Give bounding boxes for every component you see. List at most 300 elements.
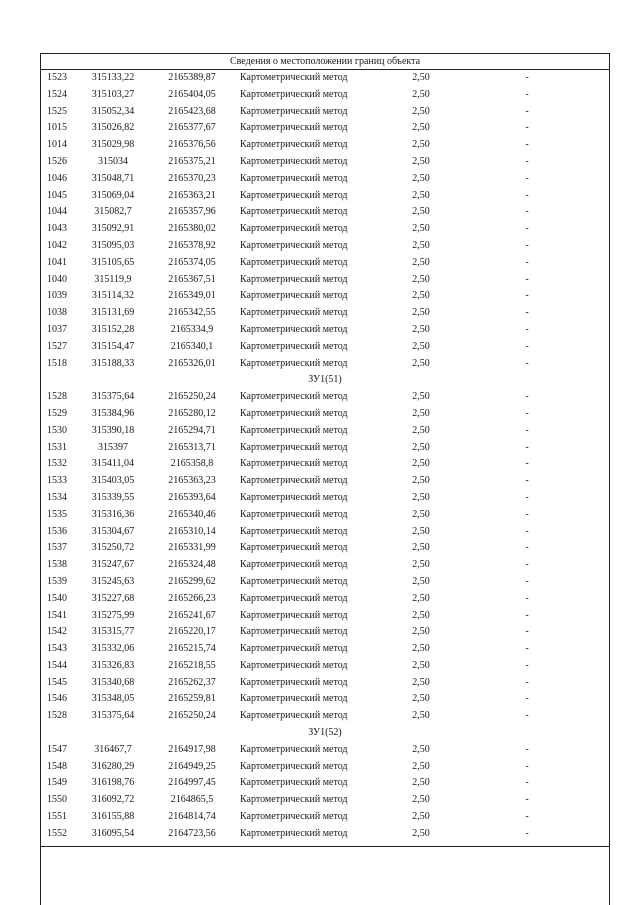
point-number-cell: 1551 — [47, 811, 67, 823]
empty-mark-cell: - — [525, 273, 529, 285]
error-value-cell: 2,50 — [412, 155, 430, 167]
table-row — [41, 70, 609, 87]
method-cell: Картометрический метод — [240, 525, 348, 537]
method-cell: Картометрический метод — [240, 206, 348, 218]
error-value-cell: 2,50 — [412, 743, 430, 755]
table-row — [41, 356, 609, 373]
point-number-cell: 1038 — [47, 307, 67, 319]
coord-y-cell: 2165324,48 — [168, 559, 216, 571]
method-cell: Картометрический метод — [240, 693, 348, 705]
method-cell: Картометрический метод — [240, 710, 348, 722]
coord-x-cell: 315275,99 — [91, 609, 135, 621]
coord-x-cell: 315326,83 — [91, 659, 135, 671]
error-value-cell: 2,50 — [412, 559, 430, 571]
error-value-cell: 2,50 — [412, 122, 430, 134]
section-heading-label: ЗУ1(51) — [308, 374, 342, 386]
empty-mark-cell: - — [525, 122, 529, 134]
method-cell: Картометрический метод — [240, 323, 348, 335]
point-number-cell: 1046 — [47, 172, 67, 184]
coord-y-cell: 2165378,92 — [168, 239, 216, 251]
table-row — [41, 507, 609, 524]
method-cell: Картометрический метод — [240, 307, 348, 319]
coord-y-cell: 2164814,74 — [168, 811, 216, 823]
table-row — [41, 238, 609, 255]
method-cell: Картометрический метод — [240, 760, 348, 772]
point-number-cell: 1552 — [47, 827, 67, 839]
point-number-cell: 1528 — [47, 710, 67, 722]
empty-mark-cell: - — [525, 155, 529, 167]
empty-mark-cell: - — [525, 458, 529, 470]
coord-x-cell: 315029,98 — [91, 139, 135, 151]
empty-mark-cell: - — [525, 223, 529, 235]
point-number-cell: 1526 — [47, 155, 67, 167]
coord-x-cell: 315339,55 — [91, 491, 135, 503]
coord-x-cell: 315304,67 — [91, 525, 135, 537]
table-row — [41, 742, 609, 759]
point-number-cell: 1524 — [47, 88, 67, 100]
error-value-cell: 2,50 — [412, 777, 430, 789]
point-number-cell: 1528 — [47, 391, 67, 403]
section-heading — [41, 725, 609, 742]
table-row — [41, 272, 609, 289]
table-row — [41, 574, 609, 591]
method-cell: Картометрический метод — [240, 609, 348, 621]
method-cell: Картометрический метод — [240, 105, 348, 117]
section-heading — [41, 372, 609, 389]
method-cell: Картометрический метод — [240, 424, 348, 436]
point-number-cell: 1549 — [47, 777, 67, 789]
point-number-cell: 1015 — [47, 122, 67, 134]
method-cell: Картометрический метод — [240, 743, 348, 755]
coord-x-cell: 315390,18 — [91, 424, 135, 436]
table-row — [41, 775, 609, 792]
coord-x-cell: 315316,36 — [91, 508, 135, 520]
coord-x-cell: 315082,7 — [94, 206, 132, 218]
empty-mark-cell: - — [525, 206, 529, 218]
coord-y-cell: 2165349,01 — [168, 290, 216, 302]
point-number-cell: 1532 — [47, 458, 67, 470]
point-number-cell: 1544 — [47, 659, 67, 671]
method-cell: Картометрический метод — [240, 407, 348, 419]
coord-x-cell: 316092,72 — [91, 794, 135, 806]
error-value-cell: 2,50 — [412, 391, 430, 403]
coord-x-cell: 315340,68 — [91, 676, 135, 688]
empty-mark-cell: - — [525, 307, 529, 319]
empty-mark-cell: - — [525, 525, 529, 537]
method-cell: Картометрический метод — [240, 475, 348, 487]
empty-mark-cell: - — [525, 777, 529, 789]
table-row — [41, 204, 609, 221]
coord-y-cell: 2165374,05 — [168, 256, 216, 268]
table-row — [41, 154, 609, 171]
method-cell: Картометрический метод — [240, 441, 348, 453]
empty-mark-cell: - — [525, 256, 529, 268]
method-cell: Картометрический метод — [240, 357, 348, 369]
coord-x-cell: 315411,04 — [91, 458, 135, 470]
empty-mark-cell: - — [525, 659, 529, 671]
table-row — [41, 339, 609, 356]
coord-y-cell: 2165375,21 — [168, 155, 216, 167]
error-value-cell: 2,50 — [412, 290, 430, 302]
error-value-cell: 2,50 — [412, 88, 430, 100]
point-number-cell: 1529 — [47, 407, 67, 419]
coord-y-cell: 2165340,46 — [168, 508, 216, 520]
method-cell: Картометрический метод — [240, 827, 348, 839]
empty-mark-cell: - — [525, 559, 529, 571]
empty-mark-cell: - — [525, 743, 529, 755]
table-row — [41, 120, 609, 137]
empty-mark-cell: - — [525, 441, 529, 453]
error-value-cell: 2,50 — [412, 239, 430, 251]
error-value-cell: 2,50 — [412, 693, 430, 705]
table-row — [41, 691, 609, 708]
error-value-cell: 2,50 — [412, 475, 430, 487]
empty-mark-cell: - — [525, 592, 529, 604]
coord-x-cell: 315154,47 — [91, 340, 135, 352]
coord-y-cell: 2165313,71 — [168, 441, 216, 453]
method-cell: Картометрический метод — [240, 155, 348, 167]
table-row — [41, 87, 609, 104]
error-value-cell: 2,50 — [412, 206, 430, 218]
point-number-cell: 1040 — [47, 273, 67, 285]
coord-x-cell: 315384,96 — [91, 407, 135, 419]
table-row — [41, 322, 609, 339]
error-value-cell: 2,50 — [412, 256, 430, 268]
table-row — [41, 456, 609, 473]
empty-mark-cell: - — [525, 340, 529, 352]
point-number-cell: 1548 — [47, 760, 67, 772]
method-cell: Картометрический метод — [240, 223, 348, 235]
table-row — [41, 473, 609, 490]
coord-x-cell: 315114,32 — [91, 290, 135, 302]
table-row — [41, 826, 609, 843]
point-number-cell: 1550 — [47, 794, 67, 806]
error-value-cell: 2,50 — [412, 139, 430, 151]
coord-y-cell: 2165393,64 — [168, 491, 216, 503]
table-row — [41, 104, 609, 121]
coord-y-cell: 2164865,5 — [170, 794, 214, 806]
coord-y-cell: 2165331,99 — [168, 542, 216, 554]
error-value-cell: 2,50 — [412, 794, 430, 806]
error-value-cell: 2,50 — [412, 458, 430, 470]
method-cell: Картометрический метод — [240, 189, 348, 201]
point-number-cell: 1039 — [47, 290, 67, 302]
coord-y-cell: 2165389,87 — [168, 72, 216, 83]
method-cell: Картометрический метод — [240, 811, 348, 823]
empty-mark-cell: - — [525, 575, 529, 587]
table-row — [41, 591, 609, 608]
empty-mark-cell: - — [525, 676, 529, 688]
coord-y-cell: 2165367,51 — [168, 273, 216, 285]
point-number-cell: 1044 — [47, 206, 67, 218]
coord-x-cell: 315247,67 — [91, 559, 135, 571]
error-value-cell: 2,50 — [412, 323, 430, 335]
method-cell: Картометрический метод — [240, 626, 348, 638]
error-value-cell: 2,50 — [412, 424, 430, 436]
table-bottom-divider — [40, 846, 610, 847]
error-value-cell: 2,50 — [412, 273, 430, 285]
method-cell: Картометрический метод — [240, 458, 348, 470]
error-value-cell: 2,50 — [412, 441, 430, 453]
method-cell: Картометрический метод — [240, 391, 348, 403]
coord-y-cell: 2164723,56 — [168, 827, 216, 839]
coord-x-cell: 315227,68 — [91, 592, 135, 604]
coord-y-cell: 2165250,24 — [168, 710, 216, 722]
empty-mark-cell: - — [525, 609, 529, 621]
coord-y-cell: 2165357,96 — [168, 206, 216, 218]
point-number-cell: 1534 — [47, 491, 67, 503]
coord-y-cell: 2165380,02 — [168, 223, 216, 235]
empty-mark-cell: - — [525, 105, 529, 117]
point-number-cell: 1543 — [47, 643, 67, 655]
coord-y-cell: 2165259,81 — [168, 693, 216, 705]
empty-mark-cell: - — [525, 811, 529, 823]
point-number-cell: 1545 — [47, 676, 67, 688]
empty-mark-cell: - — [525, 72, 529, 83]
table-row — [41, 792, 609, 809]
method-cell: Картометрический метод — [240, 592, 348, 604]
error-value-cell: 2,50 — [412, 525, 430, 537]
coord-y-cell: 2165376,56 — [168, 139, 216, 151]
coord-x-cell: 315375,64 — [91, 710, 135, 722]
table-row — [41, 171, 609, 188]
point-number-cell: 1542 — [47, 626, 67, 638]
coord-x-cell: 315103,27 — [91, 88, 135, 100]
coord-y-cell: 2165363,21 — [168, 189, 216, 201]
point-number-cell: 1546 — [47, 693, 67, 705]
coord-x-cell: 315092,91 — [91, 223, 135, 235]
empty-mark-cell: - — [525, 693, 529, 705]
coord-y-cell: 2165266,23 — [168, 592, 216, 604]
table-row — [41, 608, 609, 625]
table-row — [41, 675, 609, 692]
table-title: Сведения о местоположении границ объекта — [229, 56, 421, 67]
error-value-cell: 2,50 — [412, 357, 430, 369]
error-value-cell: 2,50 — [412, 827, 430, 839]
method-cell: Картометрический метод — [240, 508, 348, 520]
point-number-cell: 1537 — [47, 542, 67, 554]
point-number-cell: 1527 — [47, 340, 67, 352]
empty-mark-cell: - — [525, 710, 529, 722]
empty-mark-cell: - — [525, 323, 529, 335]
table-row — [41, 440, 609, 457]
coord-x-cell: 315105,65 — [91, 256, 135, 268]
table-row — [41, 641, 609, 658]
error-value-cell: 2,50 — [412, 542, 430, 554]
point-number-cell: 1540 — [47, 592, 67, 604]
coord-y-cell: 2164997,45 — [168, 777, 216, 789]
empty-mark-cell: - — [525, 172, 529, 184]
coord-y-cell: 2165334,9 — [170, 323, 214, 335]
table-row — [41, 255, 609, 272]
empty-mark-cell: - — [525, 475, 529, 487]
coord-x-cell: 315048,71 — [91, 172, 135, 184]
coord-y-cell: 2165423,68 — [168, 105, 216, 117]
coord-y-cell: 2165250,24 — [168, 391, 216, 403]
empty-mark-cell: - — [525, 491, 529, 503]
error-value-cell: 2,50 — [412, 643, 430, 655]
coord-y-cell: 2165363,23 — [168, 475, 216, 487]
coord-y-cell: 2165340,1 — [170, 340, 214, 352]
coord-x-cell: 315152,28 — [91, 323, 135, 335]
table-row — [41, 759, 609, 776]
table-row — [41, 406, 609, 423]
table-row — [41, 188, 609, 205]
method-cell: Картометрический метод — [240, 239, 348, 251]
empty-mark-cell: - — [525, 357, 529, 369]
point-number-cell: 1538 — [47, 559, 67, 571]
method-cell: Картометрический метод — [240, 575, 348, 587]
method-cell: Картометрический метод — [240, 340, 348, 352]
table-row — [41, 557, 609, 574]
coord-x-cell: 316198,76 — [91, 777, 135, 789]
coord-x-cell: 316467,7 — [94, 743, 132, 755]
coord-y-cell: 2165377,67 — [168, 122, 216, 134]
method-cell: Картометрический метод — [240, 777, 348, 789]
point-number-cell: 1525 — [47, 105, 67, 117]
coord-x-cell: 315026,82 — [91, 122, 135, 134]
error-value-cell: 2,50 — [412, 592, 430, 604]
empty-mark-cell: - — [525, 407, 529, 419]
empty-mark-cell: - — [525, 794, 529, 806]
section-heading-label: ЗУ1(52) — [308, 727, 342, 739]
coord-x-cell: 315095,03 — [91, 239, 135, 251]
method-cell: Картометрический метод — [240, 659, 348, 671]
point-number-cell: 1518 — [47, 357, 67, 369]
empty-mark-cell: - — [525, 424, 529, 436]
coord-y-cell: 2165215,74 — [168, 643, 216, 655]
coord-y-cell: 2165310,14 — [168, 525, 216, 537]
coord-x-cell: 315250,72 — [91, 542, 135, 554]
error-value-cell: 2,50 — [412, 811, 430, 823]
coord-x-cell: 315133,22 — [91, 72, 135, 83]
table-row — [41, 658, 609, 675]
point-number-cell: 1037 — [47, 323, 67, 335]
method-cell: Картометрический метод — [240, 72, 348, 83]
table-row — [41, 490, 609, 507]
empty-mark-cell: - — [525, 290, 529, 302]
point-number-cell: 1045 — [47, 189, 67, 201]
table-row — [41, 624, 609, 641]
coord-x-cell: 315188,33 — [91, 357, 135, 369]
point-number-cell: 1539 — [47, 575, 67, 587]
coord-y-cell: 2165404,05 — [168, 88, 216, 100]
table-row — [41, 288, 609, 305]
error-value-cell: 2,50 — [412, 710, 430, 722]
method-cell: Картометрический метод — [240, 88, 348, 100]
method-cell: Картометрический метод — [240, 172, 348, 184]
table-row — [41, 389, 609, 406]
coord-y-cell: 2165241,67 — [168, 609, 216, 621]
point-number-cell: 1541 — [47, 609, 67, 621]
coord-x-cell: 315397 — [98, 441, 128, 453]
empty-mark-cell: - — [525, 508, 529, 520]
coord-x-cell: 315052,34 — [91, 105, 135, 117]
method-cell: Картометрический метод — [240, 273, 348, 285]
coord-y-cell: 2165280,12 — [168, 407, 216, 419]
coord-x-cell: 315069,04 — [91, 189, 135, 201]
empty-mark-cell: - — [525, 189, 529, 201]
point-number-cell: 1535 — [47, 508, 67, 520]
error-value-cell: 2,50 — [412, 575, 430, 587]
error-value-cell: 2,50 — [412, 626, 430, 638]
method-cell: Картометрический метод — [240, 256, 348, 268]
coord-y-cell: 2165294,71 — [168, 424, 216, 436]
empty-mark-cell: - — [525, 626, 529, 638]
coord-x-cell: 315375,64 — [91, 391, 135, 403]
point-number-cell: 1547 — [47, 743, 67, 755]
coordinates-table — [41, 70, 609, 843]
table-row — [41, 809, 609, 826]
coord-y-cell: 2164917,98 — [168, 743, 216, 755]
point-number-cell: 1042 — [47, 239, 67, 251]
error-value-cell: 2,50 — [412, 760, 430, 772]
point-number-cell: 1523 — [47, 72, 67, 83]
table-row — [41, 540, 609, 557]
method-cell: Картометрический метод — [240, 542, 348, 554]
empty-mark-cell: - — [525, 239, 529, 251]
coord-x-cell: 315131,69 — [91, 307, 135, 319]
point-number-cell: 1531 — [47, 441, 67, 453]
empty-mark-cell: - — [525, 542, 529, 554]
coord-x-cell: 315403,05 — [91, 475, 135, 487]
coord-x-cell: 315119,9 — [94, 273, 132, 285]
coord-x-cell: 316280,29 — [91, 760, 135, 772]
empty-mark-cell: - — [525, 827, 529, 839]
coord-x-cell: 315332,06 — [91, 643, 135, 655]
error-value-cell: 2,50 — [412, 72, 430, 83]
coord-y-cell: 2164949,25 — [168, 760, 216, 772]
empty-mark-cell: - — [525, 88, 529, 100]
point-number-cell: 1014 — [47, 139, 67, 151]
error-value-cell: 2,50 — [412, 508, 430, 520]
empty-mark-cell: - — [525, 139, 529, 151]
coord-x-cell: 315245,63 — [91, 575, 135, 587]
table-row — [41, 423, 609, 440]
coord-x-cell: 316095,54 — [91, 827, 135, 839]
error-value-cell: 2,50 — [412, 609, 430, 621]
coord-x-cell: 315348,05 — [91, 693, 135, 705]
point-number-cell: 1043 — [47, 223, 67, 235]
method-cell: Картометрический метод — [240, 290, 348, 302]
coord-y-cell: 2165326,01 — [168, 357, 216, 369]
method-cell: Картометрический метод — [240, 676, 348, 688]
error-value-cell: 2,50 — [412, 223, 430, 235]
error-value-cell: 2,50 — [412, 105, 430, 117]
table-row — [41, 524, 609, 541]
error-value-cell: 2,50 — [412, 407, 430, 419]
empty-mark-cell: - — [525, 760, 529, 772]
method-cell: Картометрический метод — [240, 139, 348, 151]
error-value-cell: 2,50 — [412, 659, 430, 671]
method-cell: Картометрический метод — [240, 794, 348, 806]
coord-y-cell: 2165218,55 — [168, 659, 216, 671]
empty-mark-cell: - — [525, 643, 529, 655]
coord-y-cell: 2165262,37 — [168, 676, 216, 688]
table-row — [41, 708, 609, 725]
coord-y-cell: 2165220,17 — [168, 626, 216, 638]
error-value-cell: 2,50 — [412, 340, 430, 352]
point-number-cell: 1536 — [47, 525, 67, 537]
coord-y-cell: 2165342,55 — [168, 307, 216, 319]
point-number-cell: 1530 — [47, 424, 67, 436]
error-value-cell: 2,50 — [412, 491, 430, 503]
method-cell: Картометрический метод — [240, 122, 348, 134]
table-row — [41, 305, 609, 322]
coord-x-cell: 316155,88 — [91, 811, 135, 823]
method-cell: Картометрический метод — [240, 491, 348, 503]
table-row — [41, 221, 609, 238]
